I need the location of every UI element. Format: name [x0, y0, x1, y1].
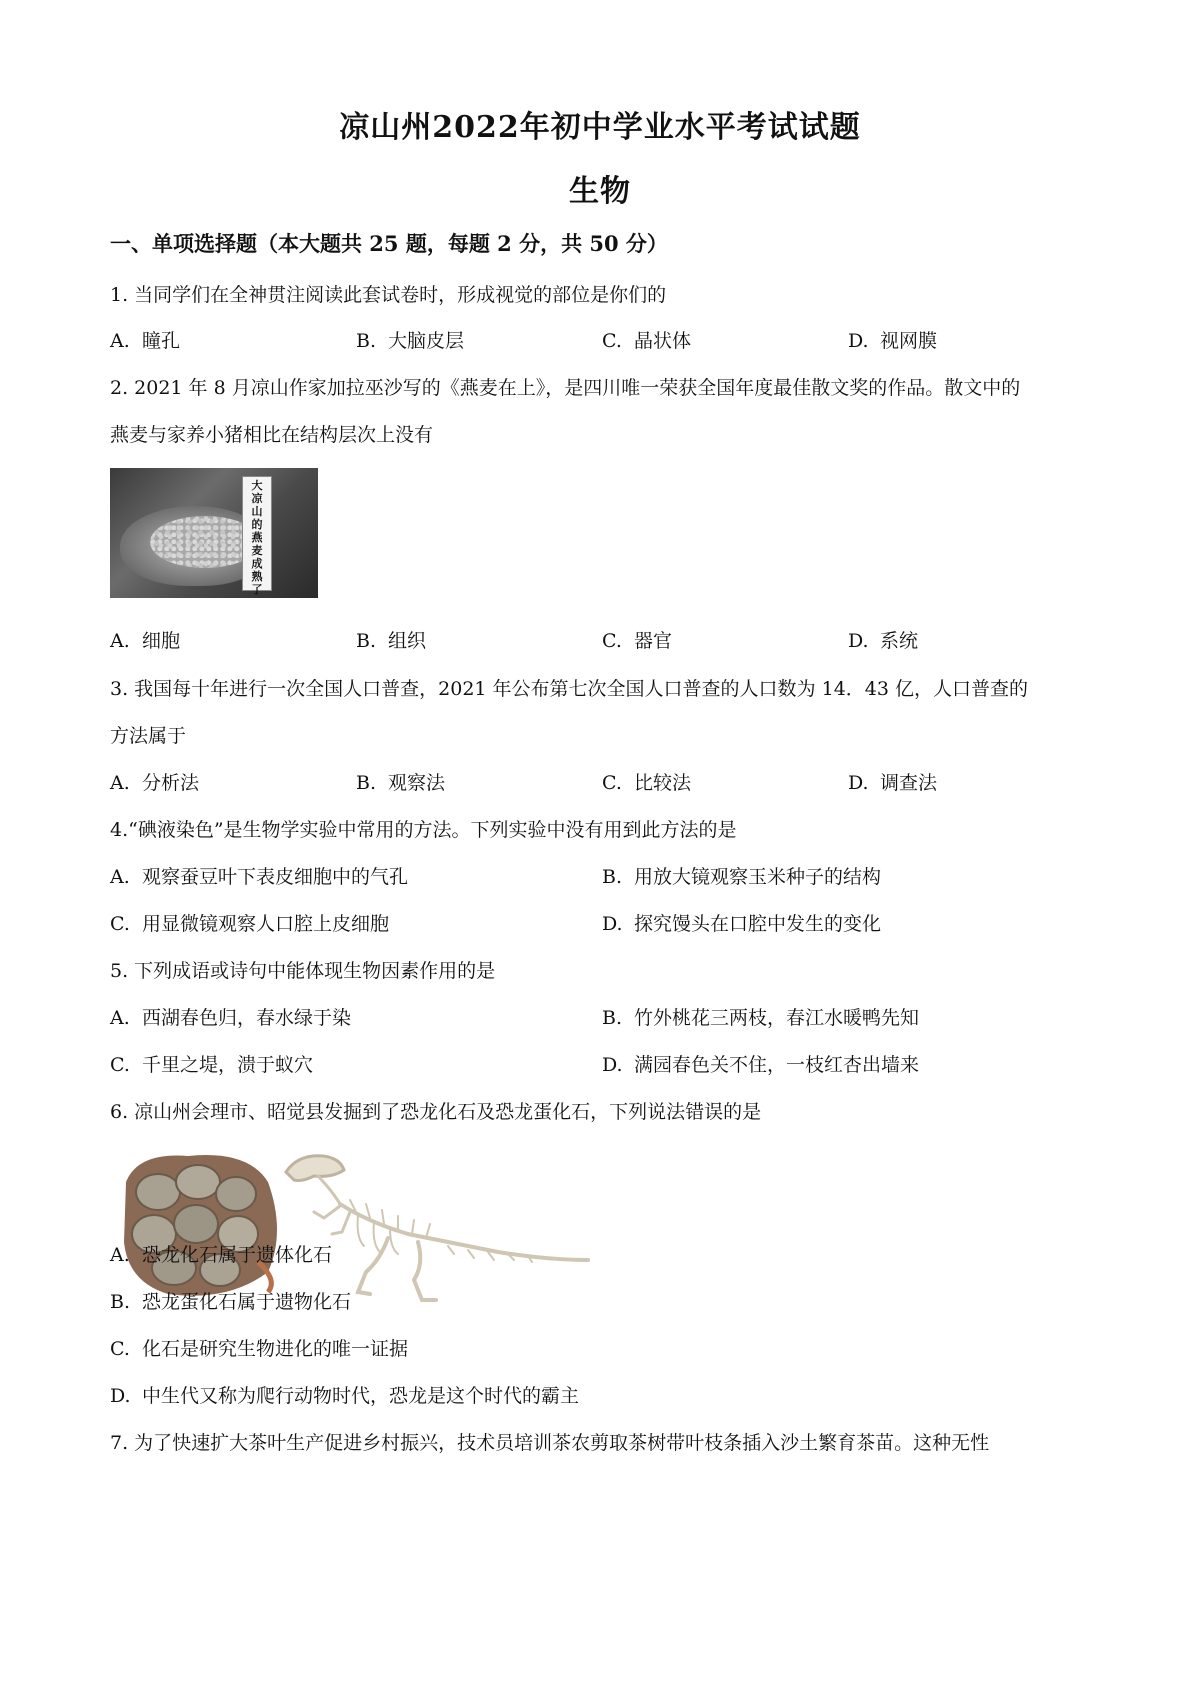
question-1-option-a[interactable]: A. 瞳孔 [110, 330, 181, 352]
question-1-option-c[interactable]: C. 晶状体 [602, 330, 692, 352]
question-3-stem-line-1: 3. 我国每十年进行一次全国人口普查，2021 年公布第七次全国人口普查的人口数为 14．43 亿，人口普查的 [110, 678, 1028, 700]
question-2-option-b[interactable]: B. 组织 [356, 630, 427, 652]
question-4-stem: 4.“碘液染色”是生物学实验中常用的方法。下列实验中没有用到此方法的是 [110, 819, 737, 841]
question-1-option-d[interactable]: D. 视网膜 [848, 330, 938, 352]
question-6-option-c[interactable]: C. 化石是研究生物进化的唯一证据 [110, 1338, 409, 1360]
question-3-option-d[interactable]: D. 调查法 [848, 772, 938, 794]
oat-photo [110, 468, 318, 598]
question-2-option-a[interactable]: A. 细胞 [110, 630, 181, 652]
question-3-option-b[interactable]: B. 观察法 [356, 772, 446, 794]
question-6-option-a[interactable]: A. 恐龙化石属于遗体化石 [110, 1244, 333, 1266]
question-3-option-a[interactable]: A. 分析法 [110, 772, 200, 794]
question-4-option-a[interactable]: A. 观察蚕豆叶下表皮细胞中的气孔 [110, 866, 409, 888]
dinosaur-egg-fossil-image [124, 1155, 277, 1296]
question-3-option-c[interactable]: C. 比较法 [602, 772, 692, 794]
question-1-option-b[interactable]: B. 大脑皮层 [356, 330, 465, 352]
section-heading: 一、单项选择题（本大题共 25 题，每题 2 分，共 50 分） [110, 231, 668, 256]
question-5-option-d[interactable]: D. 满园春色关不住，一枝红杏出墙来 [602, 1054, 920, 1076]
question-6-option-d[interactable]: D. 中生代又称为爬行动物时代，恐龙是这个时代的霸主 [110, 1385, 580, 1407]
question-1-stem: 1. 当同学们在全神贯注阅读此套试卷时，形成视觉的部位是你们的 [110, 284, 667, 306]
question-2-option-d[interactable]: D. 系统 [848, 630, 919, 652]
question-4-option-d[interactable]: D. 探究馒头在口腔中发生的变化 [602, 913, 882, 935]
question-2-stem-line-1: 2. 2021 年 8 月凉山作家加拉巫沙写的《燕麦在上》，是四川唯一荣获全国年度最佳散文奖的作品。散文中的 [110, 377, 1021, 399]
question-2-option-c[interactable]: C. 器官 [602, 630, 673, 652]
question-5-option-a[interactable]: A. 西湖春色归，春水绿于染 [110, 1007, 352, 1029]
question-6-option-b[interactable]: B. 恐龙蛋化石属于遗物化石 [110, 1291, 352, 1313]
question-4-option-c[interactable]: C. 用显微镜观察人口腔上皮细胞 [110, 913, 390, 935]
question-6-stem: 6. 凉山州会理市、昭觉县发掘到了恐龙化石及恐龙蛋化石，下列说法错误的是 [110, 1101, 762, 1123]
question-7-stem: 7. 为了快速扩大茶叶生产促进乡村振兴，技术员培训茶农剪取茶树带叶枝条插入沙土繁育茶苗。这种无性 [110, 1432, 990, 1454]
oat-photo-caption: 大 凉 山 的 燕 麦 成 熟 了 [242, 476, 272, 591]
question-3-stem-line-2: 方法属于 [110, 725, 187, 747]
dinosaur-skeleton-image [286, 1156, 588, 1300]
question-4-option-b[interactable]: B. 用放大镜观察玉米种子的结构 [602, 866, 882, 888]
question-2-stem-line-2: 燕麦与家养小猪相比在结构层次上没有 [110, 424, 434, 446]
exam-title: 凉山州2022年初中学业水平考试试题 [339, 110, 861, 145]
question-5-option-c[interactable]: C. 千里之堤，溃于蚁穴 [110, 1054, 314, 1076]
question-5-stem: 5. 下列成语或诗句中能体现生物因素作用的是 [110, 960, 496, 982]
exam-subject: 生物 [569, 174, 631, 209]
question-5-option-b[interactable]: B. 竹外桃花三两枝，春江水暖鸭先知 [602, 1007, 920, 1029]
